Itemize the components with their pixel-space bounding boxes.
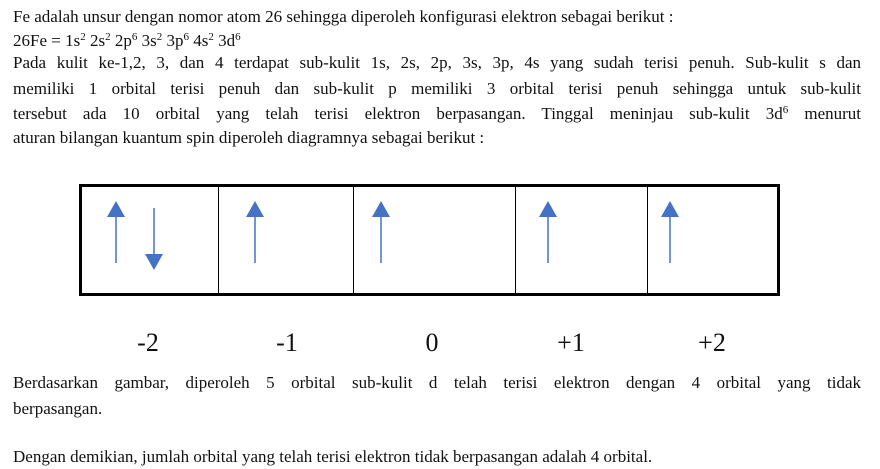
- intro-text: Fe adalah unsur dengan nomor atom 26 sehingga diperoleh konfigurasi elektron sebagai berikut :: [13, 7, 674, 26]
- conclusion-line-2: berpasangan.: [13, 399, 103, 418]
- config-terms: [65, 31, 241, 50]
- config-term-electrons: 6: [235, 31, 241, 43]
- orbital-box: [648, 187, 777, 293]
- paragraph-line-1: Pada kulit ke-1,2, 3, dan 4 terdapat sub-kulit 1s, 2s, 2p, 3s, 3p, 4s yang sudah terisi penuh. Sub-kulit s dan: [13, 53, 861, 72]
- ml-label: -1: [276, 328, 298, 357]
- config-prefix: 26Fe =: [13, 31, 66, 50]
- orbital-diagram: [79, 184, 780, 296]
- config-term-electrons: 6: [131, 31, 138, 43]
- paragraph-line-3: [13, 104, 861, 124]
- spin-up-arrow-icon: [371, 201, 391, 265]
- electron-configuration: [13, 31, 861, 51]
- config-term-electrons: 2: [105, 31, 111, 43]
- orbital-box: [516, 187, 648, 293]
- config-term: $3s^2$: [141, 31, 163, 50]
- config-term: $2s^2$: [89, 31, 111, 50]
- paragraph-line-3-end: menurut: [788, 104, 861, 123]
- ml-label: +1: [557, 328, 585, 357]
- config-term: $3p^6$: [166, 31, 189, 50]
- ml-label: 0: [425, 328, 439, 357]
- paragraph-line-3-sup: 6: [782, 104, 789, 116]
- spin-up-arrow-icon: [538, 201, 558, 265]
- ml-label: +2: [698, 328, 726, 357]
- config-term-electrons: 2: [80, 31, 86, 43]
- config-term: $4s^2$: [193, 31, 214, 50]
- orbital-box: [354, 187, 516, 293]
- config-term-electrons: 6: [183, 31, 189, 43]
- conclusion-line-1: Berdasarkan gambar, diperoleh 5 orbital sub-kulit d telah terisi elektron dengan 4 orbital yang tidak: [13, 373, 861, 392]
- orbital-box: [82, 187, 219, 293]
- paragraph-line-4: aturan bilangan kuantum spin diperoleh diagramnya sebagai berikut :: [13, 128, 485, 147]
- paragraph-line-3-text: tersebut ada 10 orbital yang telah terisi elektron berpasangan. Tinggal meninjau sub-kulit 3d: [13, 104, 783, 123]
- config-term: $1s^2$: [65, 31, 86, 50]
- spin-up-arrow-icon: [660, 201, 680, 265]
- spin-up-arrow-icon: [245, 201, 265, 265]
- ml-label: -2: [137, 328, 159, 357]
- config-term-electrons: 2: [208, 31, 214, 43]
- config-term: $2p^6$: [114, 31, 138, 50]
- spin-down-arrow-icon: [144, 206, 164, 270]
- spin-up-arrow-icon: [106, 201, 126, 265]
- orbital-box: [219, 187, 354, 293]
- conclusion-final: Dengan demikian, jumlah orbital yang telah terisi elektron tidak berpasangan adalah 4 orbital.: [13, 447, 653, 466]
- config-term-electrons: 2: [156, 31, 163, 43]
- paragraph-line-2: memiliki 1 orbital terisi penuh dan sub-kulit p memiliki 3 orbital terisi penuh sehingga untuk sub-kulit: [13, 79, 861, 98]
- config-term: $3d^6$: [218, 31, 241, 50]
